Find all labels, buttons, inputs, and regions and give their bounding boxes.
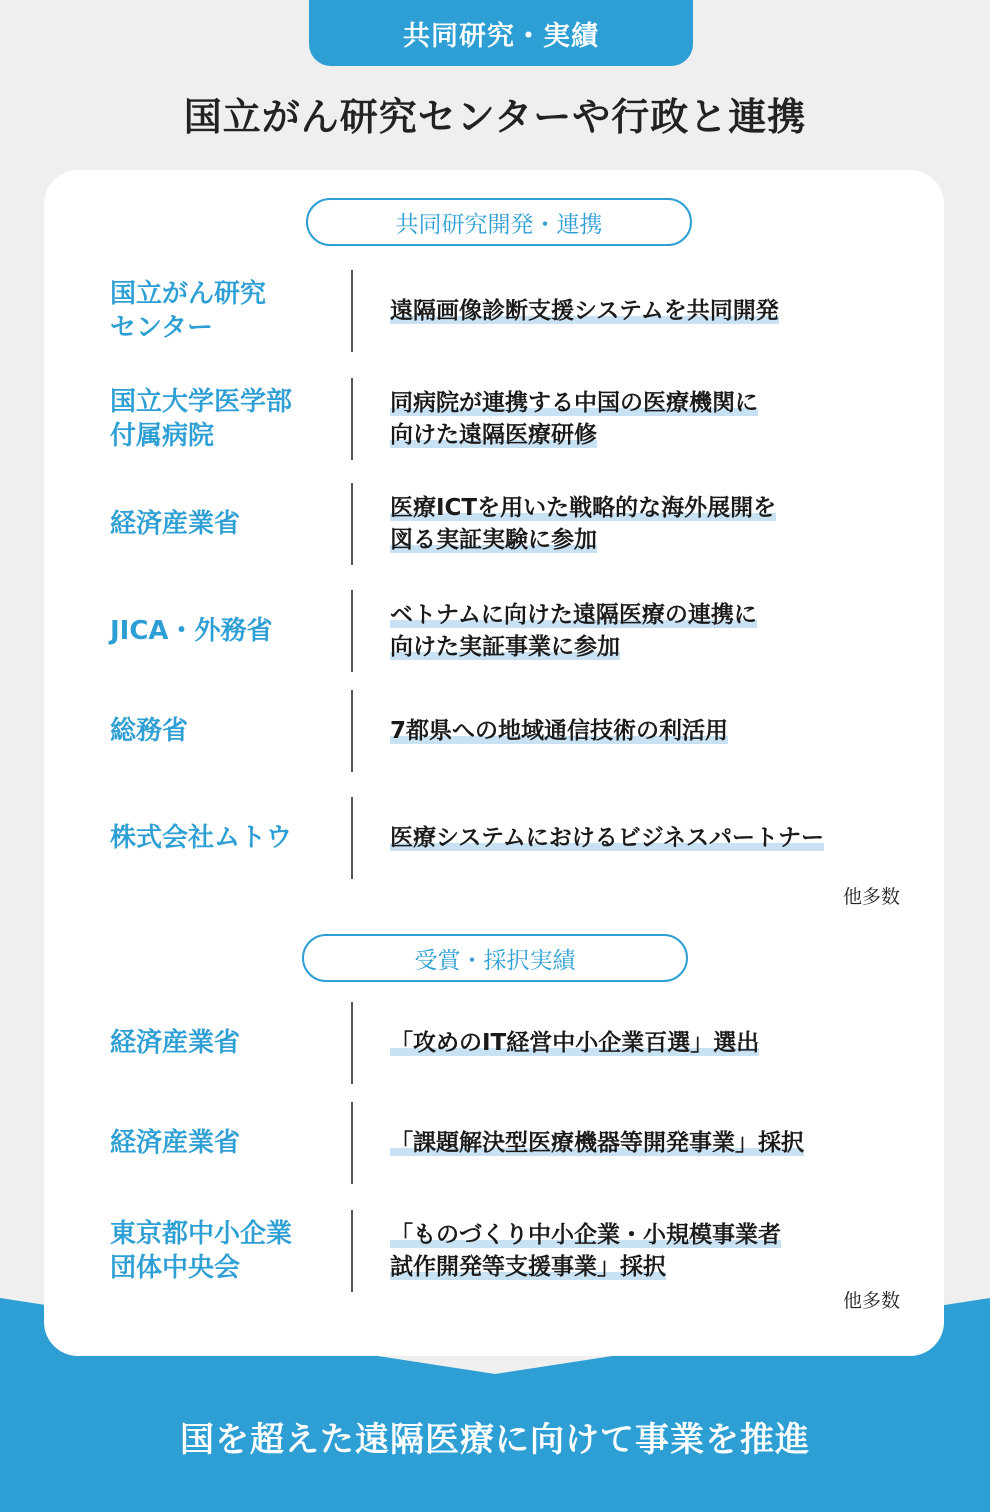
desc-line: 試作開発等支援事業」採択 (390, 1254, 666, 1280)
description (390, 1102, 930, 1184)
collab-row (44, 378, 944, 460)
content-card (44, 170, 944, 1356)
divider (351, 270, 353, 352)
collab-row (44, 483, 944, 565)
org-line: 経済産業省 (110, 509, 241, 539)
divider (351, 1002, 353, 1084)
org-line: 株式会社ムトウ (110, 823, 293, 853)
description (390, 1210, 930, 1292)
collab-section-label: 共同研究開発・連携 (306, 198, 692, 246)
description (390, 590, 930, 672)
org-name (110, 270, 340, 352)
org-line: 付属病院 (110, 421, 215, 451)
section-tab: 共同研究・実績 (309, 0, 693, 66)
footer-message: 国を超えた遠隔医療に向けて事業を推進 (180, 1420, 810, 1460)
divider (351, 483, 353, 565)
org-line: 東京都中小企業 (110, 1219, 293, 1249)
org-name (110, 797, 340, 879)
org-line: 経済産業省 (110, 1028, 241, 1058)
desc-line: 医療ICTを用いた戦略的な海外展開を (390, 495, 777, 521)
org-name (110, 1002, 340, 1084)
description (390, 378, 930, 460)
divider (351, 690, 353, 772)
description (390, 797, 930, 879)
collab-row (44, 590, 944, 672)
org-line: 国立がん研究 (110, 279, 267, 309)
description (390, 483, 930, 565)
collab-row (44, 797, 944, 879)
org-name (110, 1102, 340, 1184)
org-name (110, 483, 340, 565)
org-name (110, 690, 340, 772)
desc-line: ベトナムに向けた遠隔医療の連携に (390, 602, 757, 628)
org-name (110, 590, 340, 672)
description (390, 270, 930, 352)
org-line: センター (110, 313, 213, 343)
desc-line: 遠隔画像診断支援システムを共同開発 (390, 298, 779, 324)
awards-section-label: 受賞・採択実績 (302, 934, 688, 982)
divider (351, 590, 353, 672)
org-name (110, 1210, 340, 1292)
collab-row (44, 270, 944, 352)
desc-line: 同病院が連携する中国の医療機関に (390, 390, 758, 416)
desc-line: 向けた遠隔医療研修 (390, 422, 597, 448)
desc-line: 向けた実証事業に参加 (390, 634, 620, 660)
desc-line: 「課題解決型医療機器等開発事業」採択 (390, 1130, 804, 1156)
award-row (44, 1210, 944, 1292)
description (390, 690, 930, 772)
org-line: 国立大学医学部 (110, 387, 293, 417)
divider (351, 378, 353, 460)
org-line: 団体中央会 (110, 1253, 241, 1283)
org-line: JICA・外務省 (110, 616, 273, 646)
divider (351, 797, 353, 879)
org-line: 総務省 (110, 716, 189, 746)
more-note: 他多数 (842, 1290, 900, 1312)
org-line: 経済産業省 (110, 1128, 241, 1158)
award-row (44, 1002, 944, 1084)
collab-row (44, 690, 944, 772)
divider (351, 1102, 353, 1184)
more-note: 他多数 (842, 886, 900, 908)
description (390, 1002, 930, 1084)
page-title: 国立がん研究センターや行政と連携 (183, 95, 807, 139)
divider (351, 1210, 353, 1292)
desc-line: 医療システムにおけるビジネスパートナー (390, 825, 825, 851)
desc-line: 「攻めのIT経営中小企業百選」選出 (390, 1030, 760, 1056)
desc-line: 7都県への地域通信技術の利活用 (390, 718, 729, 744)
desc-line: 図る実証実験に参加 (390, 527, 597, 553)
desc-line: 「ものづくり中小企業・小規模事業者 (390, 1222, 781, 1248)
award-row (44, 1102, 944, 1184)
org-name (110, 378, 340, 460)
